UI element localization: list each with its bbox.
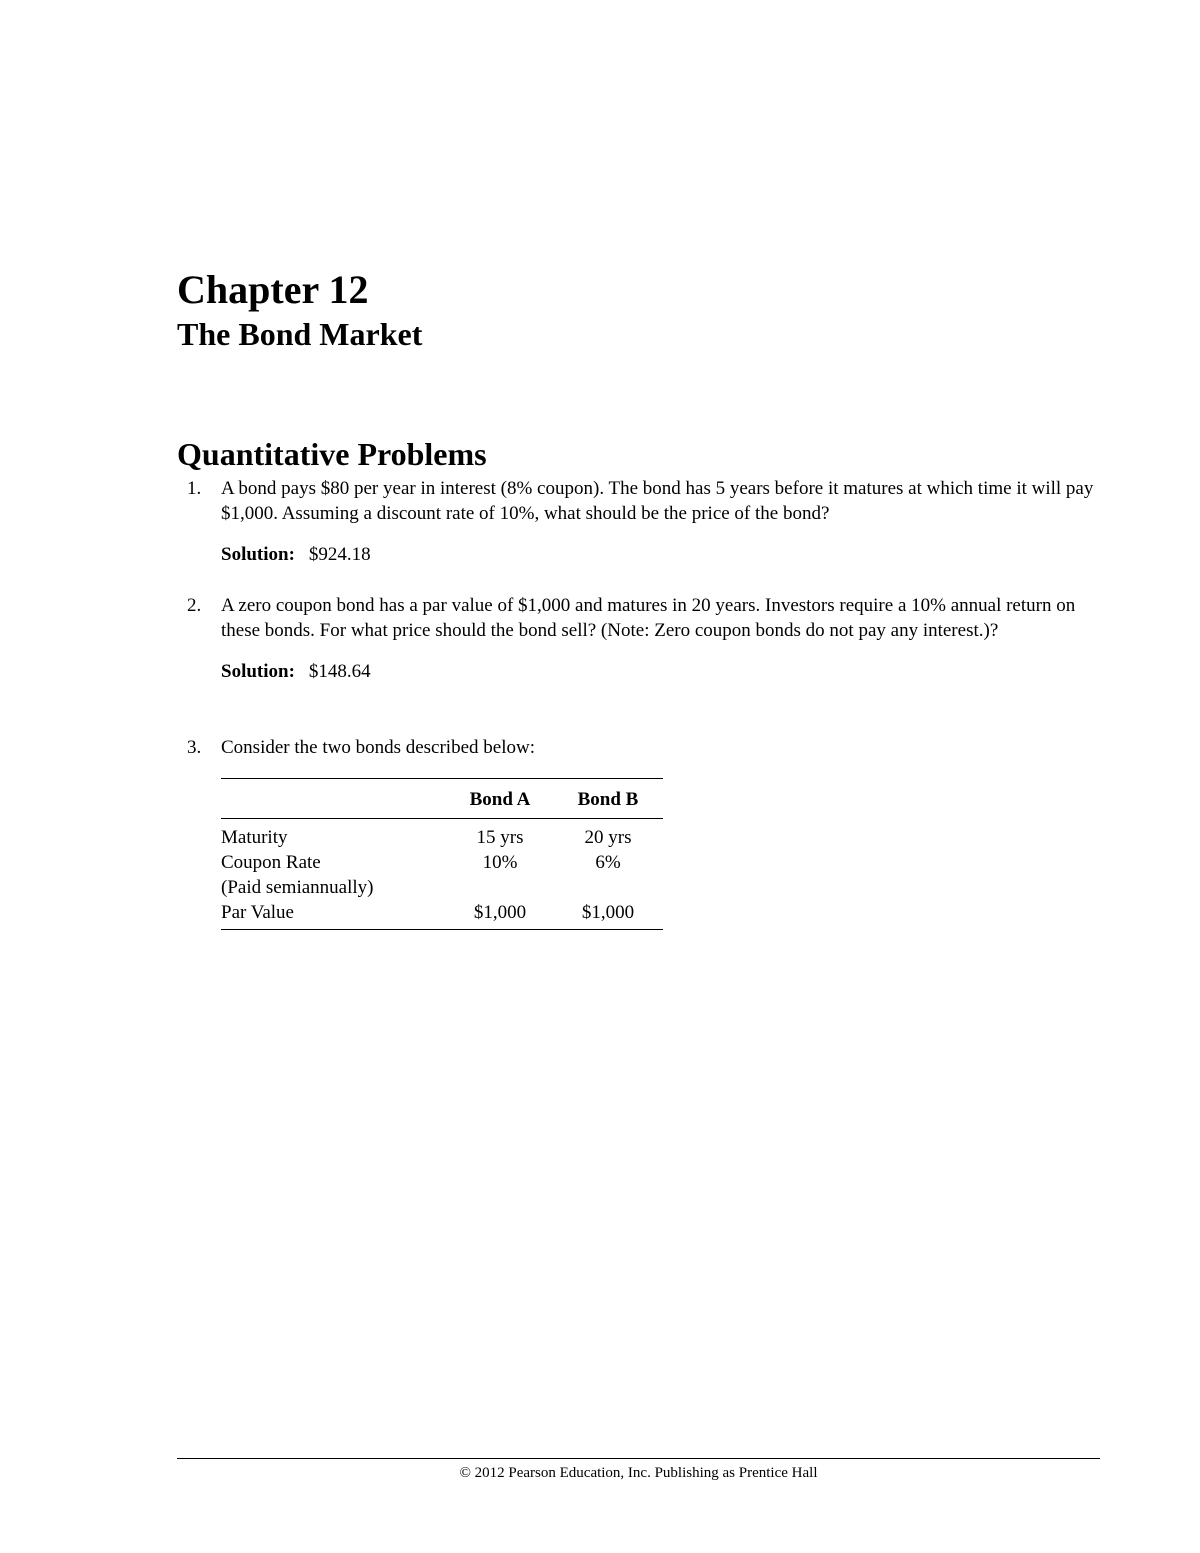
row-label: Coupon Rate bbox=[221, 852, 321, 873]
bond-a-value: 15 yrs bbox=[476, 827, 524, 848]
table-row bbox=[221, 900, 663, 930]
bond-comparison-table bbox=[221, 778, 663, 930]
problem-item bbox=[177, 476, 1097, 567]
solution-label: Solution: bbox=[221, 661, 295, 682]
row-label: (Paid semiannually) bbox=[221, 877, 374, 898]
problem-solution bbox=[221, 659, 1097, 684]
table-row bbox=[221, 875, 663, 900]
problem-solution bbox=[221, 542, 1097, 567]
bond-b-value: $1,000 bbox=[581, 902, 635, 923]
problem-item bbox=[177, 735, 1097, 760]
section-heading: Quantitative Problems bbox=[177, 436, 487, 472]
bond-b-value: 6% bbox=[595, 852, 621, 873]
row-label: Maturity bbox=[221, 827, 288, 848]
table-header-bond-b: Bond B bbox=[553, 779, 663, 819]
solution-value: $924.18 bbox=[308, 544, 371, 565]
problem-item bbox=[177, 593, 1097, 684]
table-header-cell bbox=[221, 779, 447, 819]
footer-copyright: © 2012 Pearson Education, Inc. Publishing as Prentice Hall bbox=[459, 1465, 818, 1481]
table-row bbox=[221, 819, 663, 851]
problem-text: A zero coupon bond has a par value of $1,000 and matures in 20 years. Investors require a 10% annual return on these bonds. For what price should the bond sell? (Note: Zero coupon bonds do not pay any interest.)? bbox=[221, 595, 1076, 641]
table-header-bond-a: Bond A bbox=[447, 779, 553, 819]
row-label: Par Value bbox=[221, 902, 294, 923]
bond-b-value: 20 yrs bbox=[584, 827, 632, 848]
problem-number: 1. bbox=[187, 478, 202, 499]
problem-number: 3. bbox=[187, 737, 202, 758]
solution-value: $148.64 bbox=[308, 661, 371, 682]
bond-a-value: 10% bbox=[482, 852, 518, 873]
problem-number: 2. bbox=[187, 595, 202, 616]
bond-a-value: $1,000 bbox=[473, 902, 527, 923]
problem-text: A bond pays $80 per year in interest (8% coupon). The bond has 5 years before it matures at which time it will pay $1,000. Assuming a discount rate of 10%, what should be the price of the bond? bbox=[221, 478, 1094, 524]
chapter-title: Chapter 12 bbox=[177, 267, 369, 312]
bond-b-value bbox=[553, 875, 663, 900]
problem-text: Consider the two bonds described below: bbox=[221, 737, 535, 758]
table-header-row bbox=[221, 779, 663, 819]
bond-a-value bbox=[447, 875, 553, 900]
solution-label: Solution: bbox=[221, 544, 295, 565]
table-row bbox=[221, 850, 663, 875]
chapter-subtitle: The Bond Market bbox=[177, 316, 423, 352]
footer-divider bbox=[177, 1458, 1100, 1459]
